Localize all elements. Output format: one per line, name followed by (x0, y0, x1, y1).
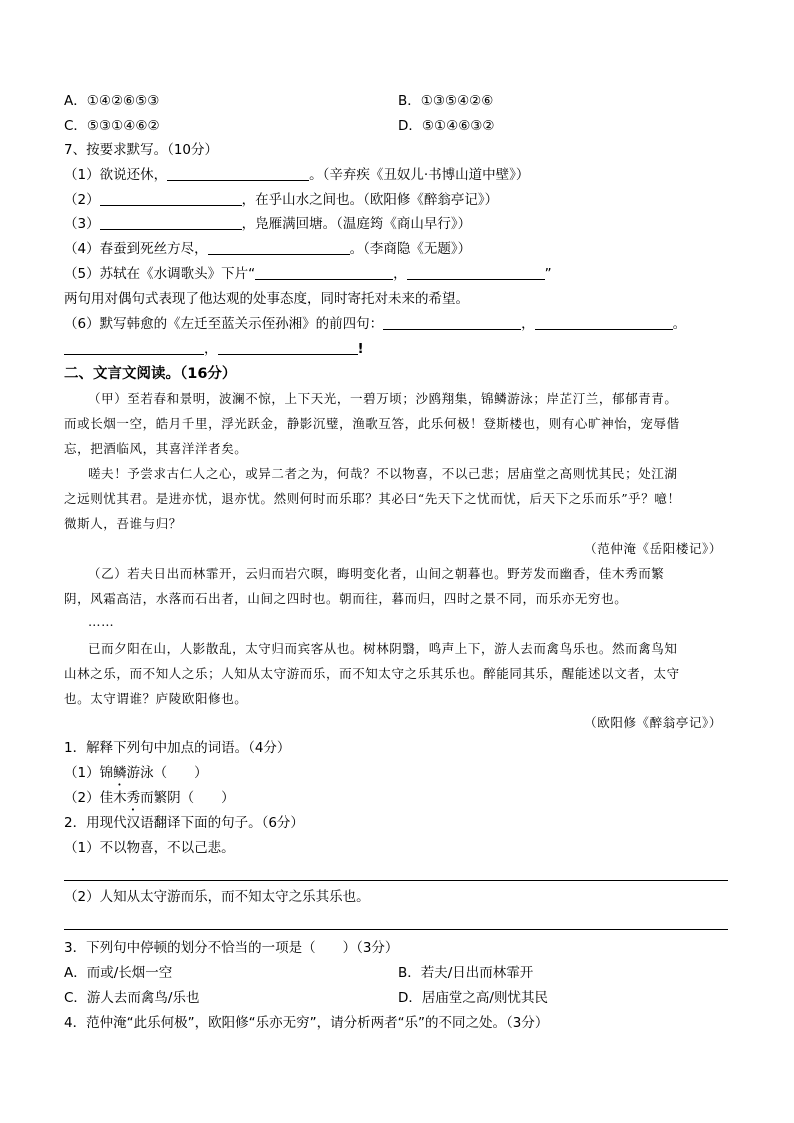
q7-item-6-post: 。 (672, 316, 687, 332)
q7-title: 7、按要求默写。（10分） (64, 142, 219, 158)
q7-item-5-post: ” (544, 266, 552, 282)
q3-title: 3．下列句中停顿的划分不恰当的一项是（ ）（3分） (64, 940, 399, 956)
dotted-word: 鳞 (113, 765, 127, 781)
q7-item-6-line2-post: ! (357, 341, 364, 357)
passage-line: 之远则忧其君。是进亦忧，退亦忧。然则何时而乐耶？其必曰“先天下之忧而忧，后天下之乐而乐”乎？噫！ (64, 491, 681, 506)
passage-line: （甲）至若春和景明，波澜不惊，上下天光，一碧万顷；沙鸥翔集，锦鳞游泳；岸芷汀兰，郁郁青青。 (88, 391, 678, 406)
q7-item-5-mid: ， (393, 266, 407, 282)
answer-blank[interactable] (100, 215, 242, 230)
passage-line: 嗟夫！予尝求古仁人之心，或异二者之为，何哉？不以物喜，不以己悲；居庙堂之高则忧其民；处江湖 (88, 466, 678, 481)
passage-line: 阴，风霜高洁，水落而石出者，山间之四时也。朝而往，暮而归，四时之景不同，而乐亦无穷也。 (64, 591, 628, 606)
section-title: 二、文言文阅读。（16分） (64, 366, 237, 382)
q7-item-5 (64, 264, 552, 284)
q3-option-a: A．而或/长烟一空 (64, 965, 173, 981)
q7-item-3-post: ，凫雁满回塘。（温庭筠《商山早行》） (241, 216, 472, 232)
answer-blank[interactable] (208, 240, 350, 255)
answer-blank[interactable] (535, 315, 673, 330)
option-c: C．⑤③①④⑥② (64, 118, 160, 134)
answer-line[interactable] (64, 880, 728, 881)
answer-blank[interactable] (407, 265, 545, 280)
passage-line: （乙）若夫日出而林霏开，云归而岩穴暝，晦明变化者，山间之朝暮也。野芳发而幽香，佳木秀而繁 (88, 566, 665, 581)
answer-blank[interactable] (167, 166, 309, 181)
q1-item-2-pre: （2）佳木 (64, 790, 127, 806)
q7-item-1-pre: （1）欲说还休， (64, 167, 168, 183)
q7-item-1 (64, 165, 529, 185)
q1-item-1 (64, 763, 208, 789)
passage-line: 而或长烟一空，皓月千里，浮光跃金，静影沉璧，渔歌互答，此乐何极！登斯楼也，则有心旷神怡，宠辱偕 (64, 416, 680, 431)
passage-line: 也。太守谓谁？庐陵欧阳修也。 (64, 691, 248, 706)
q7-item-6-line2-mid: ， (204, 341, 218, 357)
answer-line[interactable] (64, 929, 728, 930)
answer-blank[interactable] (255, 265, 393, 280)
q2-item-2: （2）人知从太守游而乐，而不知太守之乐其乐也。 (64, 889, 370, 905)
ellipsis: …… (88, 614, 115, 629)
q3-option-c: C．游人去而禽鸟/乐也 (64, 990, 200, 1006)
passage-line: 山林之乐，而不知人之乐；人知从太守游而乐，而不知太守之乐其乐也。醉能同其乐，醒能述以文者，太守 (64, 666, 680, 681)
q7-item-6-mid: ， (521, 316, 535, 332)
answer-blank[interactable] (100, 191, 242, 206)
q7-item-1-post: 。（辛弃疾《丑奴儿·书博山道中壁》） (309, 167, 530, 183)
q7-item-5-pre: （5）苏轼在《水调歌头》下片“ (64, 266, 256, 282)
q7-item-4-post: 。（李商隐《无题》） (349, 241, 472, 257)
q7-item-6-line2 (64, 339, 364, 359)
q1-item-2-post: 而繁阴（ ） (140, 790, 235, 806)
q7-item-5-line2: 两句用对偶句式表现了他达观的处事态度，同时寄托对未来的希望。 (64, 291, 469, 307)
option-a: A．①④②⑥⑤③ (64, 93, 160, 109)
q1-item-1-pre: （1）锦 (64, 765, 114, 781)
q7-item-4-pre: （4）春蚕到死丝方尽， (64, 241, 208, 257)
q7-item-2-pre: （2） (64, 192, 100, 208)
q7-item-2 (64, 190, 498, 210)
answer-blank[interactable] (218, 340, 358, 355)
q7-item-6 (64, 314, 686, 334)
q3-option-b: B．若夫/日出而林霏开 (398, 965, 534, 981)
q1-title: 1．解释下列句中加点的词语。（4分） (64, 740, 291, 756)
q2-item-1: （1）不以物喜，不以己悲。 (64, 840, 235, 856)
q1-item-2 (64, 788, 235, 814)
q1-item-1-post: 游泳（ ） (126, 765, 208, 781)
passage-line: 已而夕阳在山，人影散乱，太守归而宾客从也。树林阴翳，鸣声上下，游人去而禽鸟乐也。然而禽鸟知 (88, 641, 678, 656)
answer-blank[interactable] (383, 315, 521, 330)
answer-blank[interactable] (64, 340, 204, 355)
passage-line: 微斯人，吾谁与归？ (64, 516, 182, 531)
q7-item-4 (64, 239, 471, 259)
dotted-word: 秀 (126, 790, 141, 806)
option-b: B．①③⑤④②⑥ (398, 93, 494, 109)
passage-source: （范仲淹《岳阳楼记》） (584, 541, 722, 556)
option-d: D．⑤①④⑥③② (398, 118, 495, 134)
q7-item-3 (64, 214, 471, 234)
q7-item-6-pre: （6）默写韩愈的《左迁至蓝关示侄孙湘》的前四句： (64, 316, 384, 332)
q7-item-2-post: ，在乎山水之间也。（欧阳修《醉翁亭记》） (241, 192, 499, 208)
q7-item-3-pre: （3） (64, 216, 100, 232)
passage-line: 忘，把酒临风，其喜洋洋者矣。 (64, 441, 248, 456)
q3-option-d: D．居庙堂之高/则忧其民 (398, 990, 548, 1006)
q4-title: 4．范仲淹“此乐何极”，欧阳修“乐亦无穷”，请分析两者“乐”的不同之处。（3分） (64, 1015, 549, 1031)
q2-title: 2．用现代汉语翻译下面的句子。（6分） (64, 815, 304, 831)
passage-source: （欧阳修《醉翁亭记》） (584, 715, 722, 730)
